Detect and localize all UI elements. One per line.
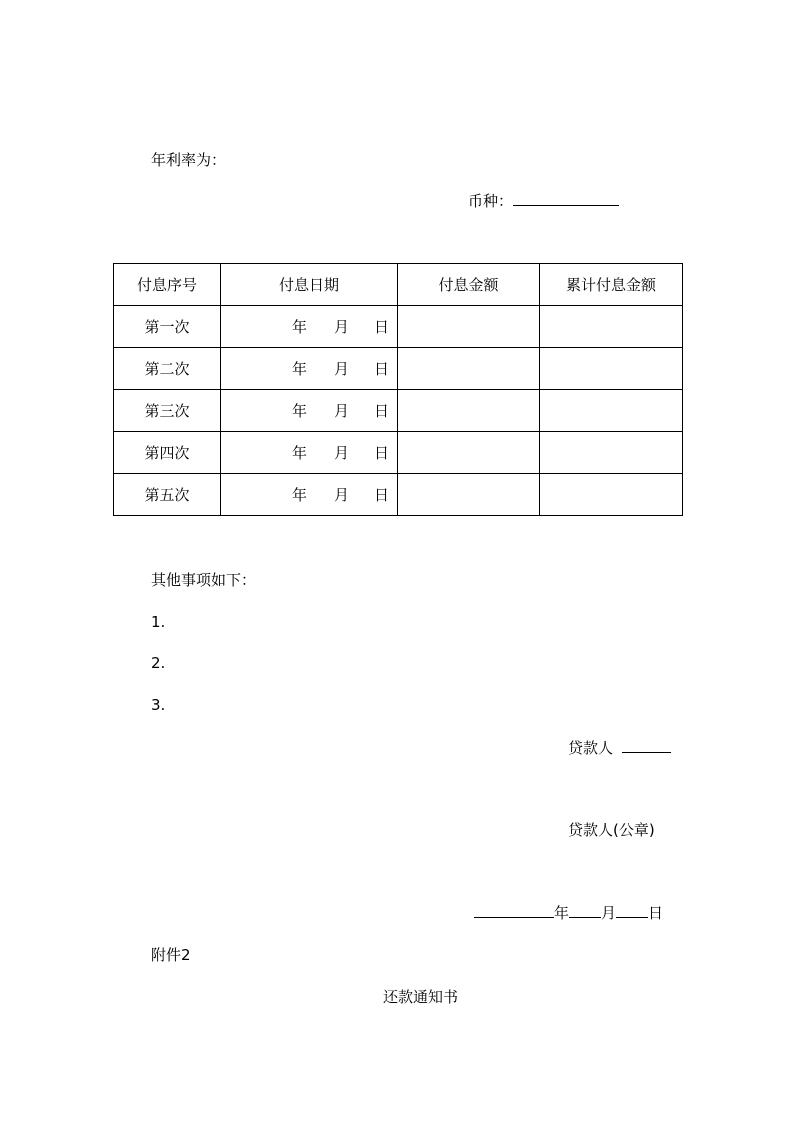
- row-seq: 第四次: [114, 432, 221, 474]
- lender-field: [568, 738, 671, 758]
- item-1: 1.: [151, 613, 166, 631]
- date-day: 日: [374, 318, 390, 336]
- date-month: 月: [334, 360, 350, 378]
- lender-seal-label: 贷款人(公章): [568, 821, 655, 839]
- row-seq: 第二次: [114, 348, 221, 390]
- date-day: 日: [374, 360, 390, 378]
- date-month: 月: [334, 402, 350, 420]
- row-seq: 第一次: [114, 306, 221, 348]
- row-date[interactable]: [221, 390, 398, 432]
- header-cumulative: 累计付息金额: [540, 264, 683, 306]
- row-seq: 第三次: [114, 390, 221, 432]
- row-amount[interactable]: [398, 474, 540, 516]
- month-label: 月: [601, 904, 617, 922]
- header-amount: 付息金额: [398, 264, 540, 306]
- date-month: 月: [334, 318, 350, 336]
- annual-rate-label: 年利率为：: [151, 151, 227, 169]
- currency-field: [468, 191, 619, 211]
- signing-date-line: [474, 903, 663, 923]
- year-blank[interactable]: [474, 903, 554, 918]
- header-seq: 付息序号: [114, 264, 221, 306]
- item-2: 2.: [151, 654, 166, 672]
- row-seq: 第五次: [114, 474, 221, 516]
- date-year: 年: [292, 360, 308, 378]
- other-matters-label: 其他事项如下：: [151, 571, 257, 589]
- notice-title: 还款通知书: [383, 988, 459, 1006]
- year-label: 年: [554, 904, 570, 922]
- interest-schedule-table: [113, 263, 683, 516]
- currency-blank[interactable]: [513, 191, 619, 206]
- month-blank[interactable]: [569, 903, 601, 918]
- table-row: [114, 390, 683, 432]
- row-amount[interactable]: [398, 432, 540, 474]
- date-month: 月: [334, 444, 350, 462]
- table-row: [114, 432, 683, 474]
- header-date: 付息日期: [221, 264, 398, 306]
- date-year: 年: [292, 402, 308, 420]
- table-header-row: [114, 264, 683, 306]
- row-amount[interactable]: [398, 306, 540, 348]
- table-row: [114, 348, 683, 390]
- table-row: [114, 474, 683, 516]
- date-year: 年: [292, 318, 308, 336]
- date-month: 月: [334, 486, 350, 504]
- date-day: 日: [374, 486, 390, 504]
- lender-blank[interactable]: [622, 738, 671, 753]
- item-3: 3.: [151, 696, 166, 714]
- date-day: 日: [374, 402, 390, 420]
- day-label: 日: [648, 904, 664, 922]
- row-amount[interactable]: [398, 390, 540, 432]
- date-day: 日: [374, 444, 390, 462]
- lender-label: 贷款人: [568, 739, 614, 757]
- row-date[interactable]: [221, 432, 398, 474]
- row-cumulative[interactable]: [540, 390, 683, 432]
- row-cumulative[interactable]: [540, 348, 683, 390]
- row-date[interactable]: [221, 348, 398, 390]
- row-date[interactable]: [221, 474, 398, 516]
- row-cumulative[interactable]: [540, 432, 683, 474]
- row-cumulative[interactable]: [540, 474, 683, 516]
- row-amount[interactable]: [398, 348, 540, 390]
- currency-label: 币种：: [468, 192, 514, 210]
- date-year: 年: [292, 486, 308, 504]
- table-row: [114, 306, 683, 348]
- row-cumulative[interactable]: [540, 306, 683, 348]
- attachment-label: 附件2: [151, 946, 191, 964]
- date-year: 年: [292, 444, 308, 462]
- day-blank[interactable]: [616, 903, 648, 918]
- row-date[interactable]: [221, 306, 398, 348]
